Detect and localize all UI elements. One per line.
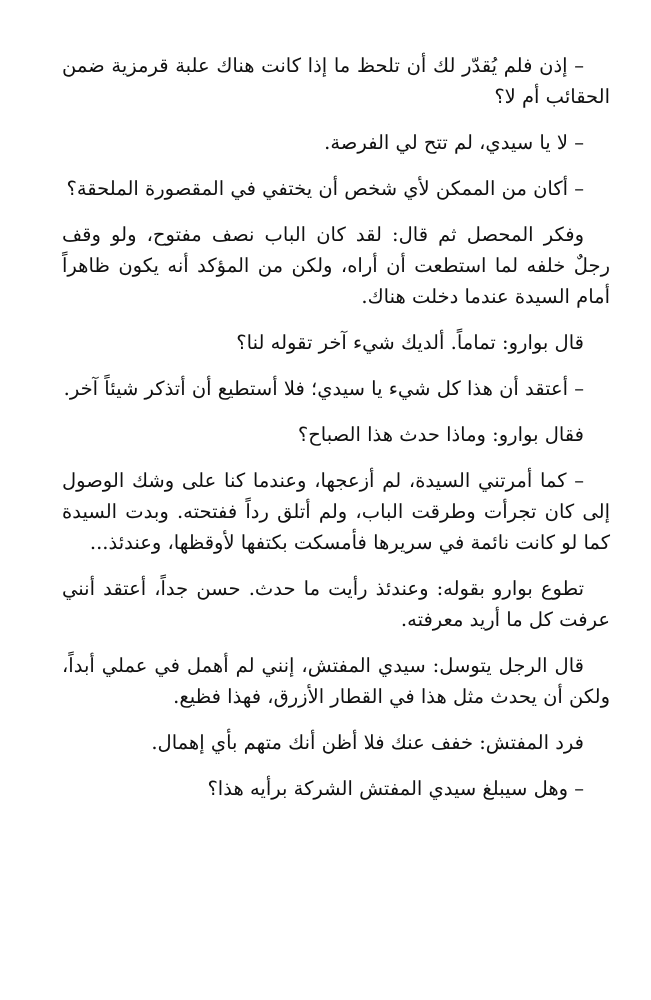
paragraph: – كما أمرتني السيدة، لم أزعجها، وعندما كنا على وشك الوصول إلى كان تجرأت وطرقت الباب، ولم أتلق رداً ففتحته. وبدت السيدة كما لو كانت نائمة في سريرها فأمسكت بكتفها لأوقظها، وعندئذ... bbox=[62, 469, 610, 554]
paragraph: وفكر المحصل ثم قال: لقد كان الباب نصف مفتوح، ولو وقف رجلٌ خلفه لما استطعت أن أراه، ولكن من المؤكد أنه يكون ظاهراً أمام السيدة عندما دخلت هناك. bbox=[62, 223, 610, 308]
paragraph: – لا يا سيدي، لم تتح لي الفرصة. bbox=[324, 131, 584, 154]
paragraph: – أكان من الممكن لأي شخص أن يختفي في المقصورة الملحقة؟ bbox=[66, 177, 584, 200]
paragraph: تطوع بوارو بقوله: وعندئذ رأيت ما حدث. حسن جداً، أعتقد أنني عرفت كل ما أريد معرفته. bbox=[62, 577, 610, 631]
paragraph: فقال بوارو: وماذا حدث هذا الصباح؟ bbox=[297, 423, 584, 446]
paragraph: فرد المفتش: خفف عنك فلا أظن أنك متهم بأي إهمال. bbox=[151, 731, 584, 754]
paragraph: – أعتقد أن هذا كل شيء يا سيدي؛ فلا أستطيع أن أتذكر شيئاً آخر. bbox=[63, 377, 584, 400]
paragraph: قال الرجل يتوسل: سيدي المفتش، إنني لم أهمل في عملي أبداً، ولكن أن يحدث مثل هذا في القطار الأزرق، فهذا فظيع. bbox=[62, 654, 610, 708]
paragraph: – وهل سيبلغ سيدي المفتش الشركة برأيه هذا؟ bbox=[207, 777, 584, 800]
page-text bbox=[62, 50, 610, 804]
paragraph: قال بوارو: تماماً. ألديك شيء آخر تقوله لنا؟ bbox=[236, 331, 584, 354]
paragraph: – إذن فلم يُقدّر لك أن تلحظ ما إذا كانت هناك علبة قرمزية ضمن الحقائب أم لا؟ bbox=[62, 54, 610, 108]
